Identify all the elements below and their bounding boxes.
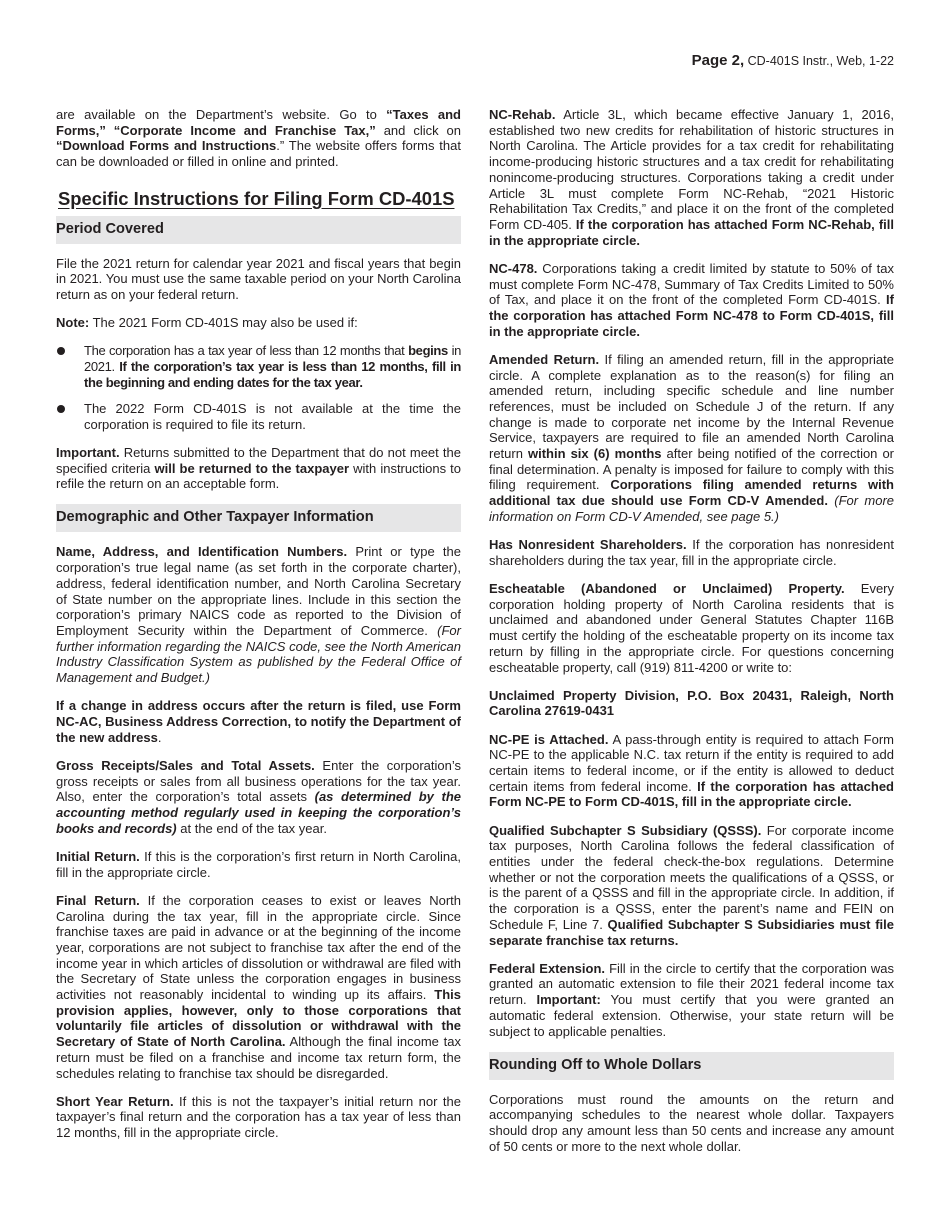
address-change-paragraph: If a change in address occurs after the return is filed, use Form NC-AC, Business Address Correction, to notify the Department of the new address.: [56, 698, 461, 745]
rounding-paragraph: Corporations must round the amounts on the return and accompanying schedules to the nearest whole dollar. Taxpayers should drop any amount less than 50 cents and increase any amount of 50 cents or more to the next whole dollar.: [489, 1091, 894, 1154]
main-title: Specific Instructions for Filing Form CD-401S: [58, 187, 455, 209]
nc-478-paragraph: NC-478. Corporations taking a credit limited by statute to 50% of tax must complete Form NC-478, Summary of Tax Credits Limited to 50% of Tax, and place it on the front of the completed Form CD-401S. If the corporation has attached Form NC-478 to Form CD-401S, fill in the appropriate circle.: [489, 260, 894, 339]
gross-receipts-paragraph: Gross Receipts/Sales and Total Assets. Enter the corporation’s gross receipts or sales from all business operations for the tax year. Also, enter the corporation’s total assets (as determined by the accounting method regularly used in keeping the corporation’s books and records) at the end of the tax year.: [56, 757, 461, 836]
intro-paragraph: are available on the Department’s website. Go to “Taxes and Forms,” “Corporate Income and Franchise Tax,” and click on “Download Forms and Instructions.” The website offers forms that can be downloaded or filled in online and printed.: [56, 107, 462, 170]
section-heading-demographic: Demographic and Other Taxpayer Information: [56, 504, 461, 532]
right-column: [489, 107, 894, 1167]
note-bullet-list: [56, 343, 461, 433]
document-reference: CD-401S Instr., Web, 1-22: [747, 54, 894, 68]
bullet-item: The 2022 Form CD-401S is not available at the time the corporation is required to file its return.: [56, 401, 461, 432]
page-number: Page 2,: [691, 52, 745, 69]
federal-extension-paragraph: Federal Extension. Fill in the circle to certify that the corporation was granted an automatic extension to file their 2021 federal income tax return. Important: You must certify that you were granted an automatic federal extension. Otherwise, your state return will be subject to applicable penalties.: [489, 960, 895, 1039]
section-heading-rounding: Rounding Off to Whole Dollars: [489, 1052, 894, 1080]
bullet-item: The corporation has a tax year of less than 12 months that begins in 2021. If the corporation’s tax year is less than 12 months, fill in the beginning and ending dates for the tax year.: [56, 343, 461, 390]
page-header: [692, 52, 894, 69]
final-return-paragraph: Final Return. If the corporation ceases to exist or leaves North Carolina during the tax year, fill in the appropriate circle. Since franchise taxes are paid in advance or at the beginning of the income year, corporations are not subject to franchise tax after the end of the income year in which articles of dissolution or withdrawal are filed with the Secretary of State unless the corporation engages in business activities not reasonably incidental to winding up its affairs. This provision applies, however, only to those corporations that voluntarily file articles of dissolution or withdrawal with the Secretary of State of North Carolina. Although the final income tax return must be filed on a franchise and income tax return form, the schedules relating to franchise tax should be disregarded.: [56, 892, 461, 1081]
important-paragraph: Important. Returns submitted to the Department that do not meet the specified criteria will be returned to the taxpayer with instructions to refile the return on an acceptable form.: [56, 444, 462, 492]
bullet-icon: [57, 405, 65, 413]
nc-pe-paragraph: NC-PE is Attached. A pass-through entity is required to attach Form NC-PE to the applicable N.C. tax return if the entity is required to add certain items to federal income, or if the entity is allowed to deduct certain items from federal income. If the corporation has attached Form NC-PE to Form CD-401S, fill in the appropriate circle.: [489, 731, 894, 810]
bullet-icon: [57, 347, 65, 355]
name-address-paragraph: Name, Address, and Identification Numbers. Print or type the corporation’s true legal name (as set forth in the corporate charter), address, federal identification number, and North Carolina Secretary of State number on the appropriate lines. Include in this section the corporation’s primary NAICS code as reported to the Division of Employment Security within the Department of Commerce. (For further information regarding the NAICS code, see the North American Industry Classification System as published by the Federal Office of Management and Budget.): [56, 544, 461, 686]
left-column: [56, 107, 461, 1153]
note-paragraph: Note: The 2021 Form CD-401S may also be used if:: [56, 315, 358, 331]
escheatable-property-paragraph: Escheatable (Abandoned or Unclaimed) Property. Every corporation holding property of North Carolina residents that is unclaimed and abandoned under General Statutes Chapter 116B must certify the holding of the escheatable property on its income tax return by filling in the appropriate circle. For questions concerning escheatable property, call (919) 811-4200 or write to:: [489, 580, 895, 675]
initial-return-paragraph: Initial Return. If this is the corporation’s first return in North Carolina, fill in the appropriate circle.: [56, 848, 461, 880]
qsss-paragraph: Qualified Subchapter S Subsidiary (QSSS). For corporate income tax purposes, North Carolina follows the federal classification of entities under the federal check-the-box regulations. Determine whether or not the corporation meets the qualifications of a QSSS, or is the parent of a QSSS and fill in the appropriate circle. In addition, if the corporation is a QSSS, enter the parent’s name and FEIN on Schedule F, Line 7. Qualified Subchapter S Subsidiaries must file separate franchise tax returns.: [489, 822, 894, 948]
nc-rehab-paragraph: NC-Rehab. Article 3L, which became effective January 1, 2016, established two new credits for rehabilitation of historic structures in North Carolina. The Article provides for a tax credit for rehabilitating income-producing historic structures and a tax credit for rehabilitating nonincome-producing structures. Corporations taking a credit under Article 3L must complete Form NC-Rehab, “2021 Historic Rehabilitation Tax Credits,” and place it on the front of the completed Form CD-405. If the corporation has attached Form NC-Rehab, fill in the appropriate circle.: [489, 107, 894, 248]
nonresident-shareholders-paragraph: Has Nonresident Shareholders. If the corporation has nonresident shareholders during the tax year, fill in the appropriate circle.: [489, 537, 894, 568]
unclaimed-property-address: Unclaimed Property Division, P.O. Box 20431, Raleigh, North Carolina 27619-0431: [489, 687, 894, 719]
section-heading-period-covered: Period Covered: [56, 216, 461, 244]
period-covered-text: File the 2021 return for calendar year 2021 and fiscal years that begin in 2021. You must use the same taxable period on your North Carolina return as on your federal return.: [56, 255, 461, 302]
short-year-paragraph: Short Year Return. If this is not the taxpayer’s initial return nor the taxpayer’s final return and the corporation has a tax year of less than 12 months, fill in the appropriate circle.: [56, 1093, 461, 1141]
amended-return-paragraph: Amended Return. If filing an amended return, fill in the appropriate circle. A complete explanation as to the reason(s) for filing an amended return, including specific schedule and line number references, must be included on Schedule J of the return. If any change is made to corporate net income by the Internal Revenue Service, taxpayers are required to file an amended North Carolina return within six (6) months after being notified of the correction or final determination. A penalty is imposed for failure to comply with this filing requirement. Corporations filing amended returns with additional tax due should use Form CD-V Amended. (For more information on Form CD-V Amended, see page 5.): [489, 351, 894, 524]
